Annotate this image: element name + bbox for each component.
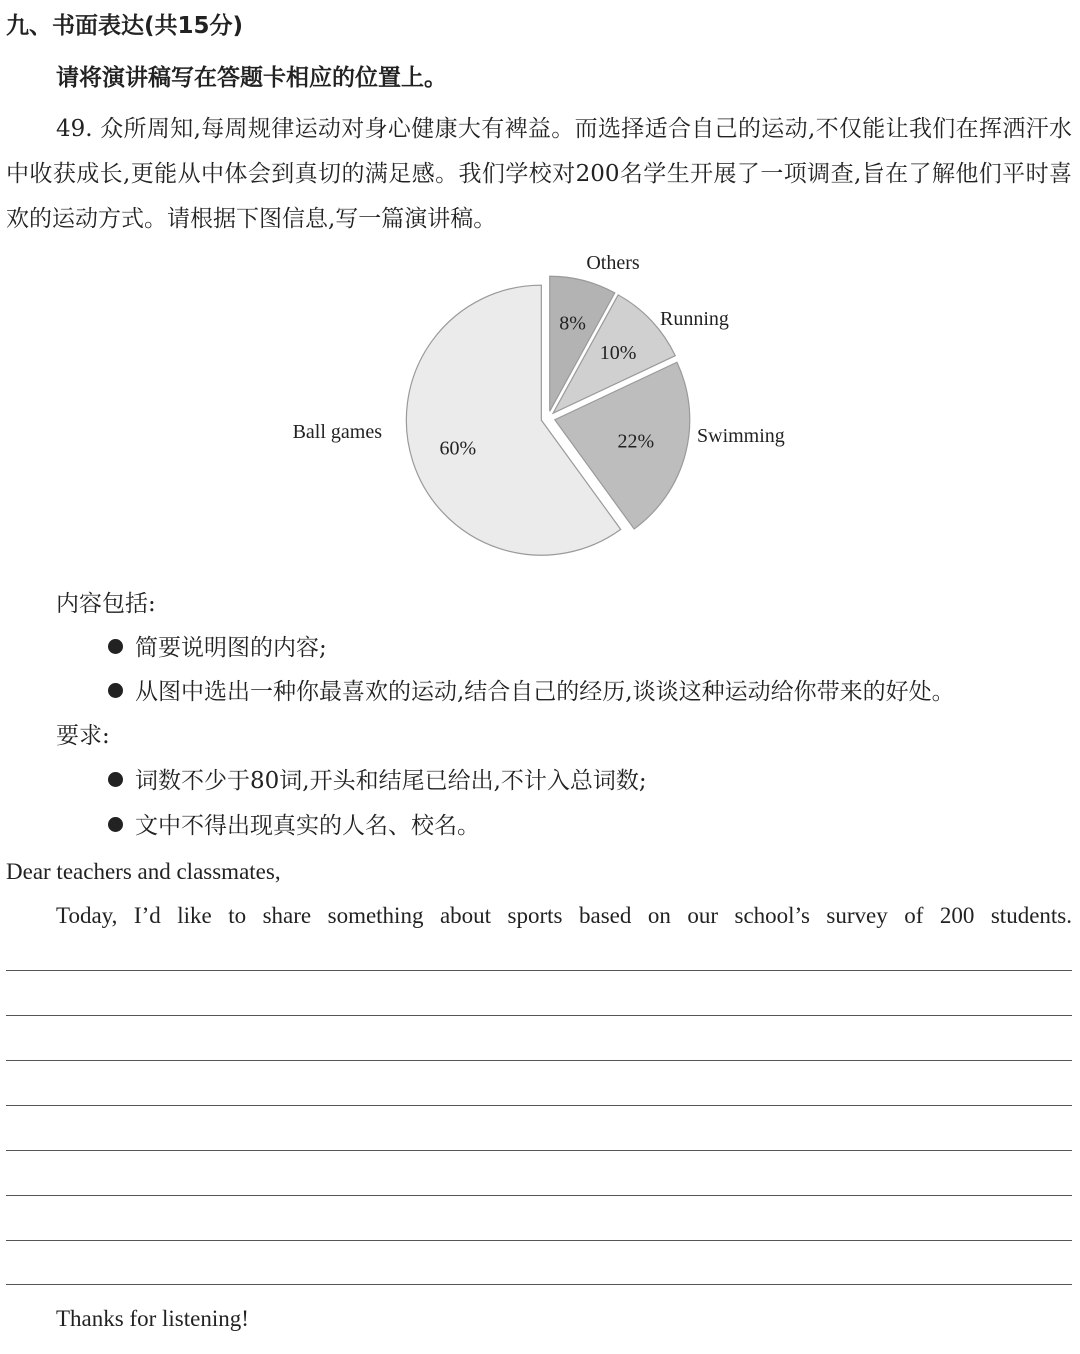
content-item: 简要说明图的内容; bbox=[108, 632, 1072, 664]
content-heading: 内容包括: bbox=[56, 591, 156, 617]
bullet-icon bbox=[108, 683, 123, 698]
requirement-item: 词数不少于80词,开头和结尾已给出,不计入总词数; bbox=[108, 765, 1072, 797]
slice-category-label: Ball games bbox=[292, 421, 382, 443]
slice-category-label: Others bbox=[586, 252, 640, 274]
letter-closing: Thanks for listening! bbox=[56, 1306, 249, 1331]
section-title: 九、书面表达(共15分) bbox=[6, 13, 244, 39]
letter-opening: Today, I’d like to share something about sports based on our school’s survey of 200 students. bbox=[56, 903, 1072, 928]
slice-category-label: Running bbox=[660, 308, 729, 330]
pie-chart bbox=[0, 240, 1080, 570]
slice-value-label: 10% bbox=[599, 342, 637, 365]
requirement-item: 文中不得出现真实的人名、校名。 bbox=[108, 810, 1072, 842]
content-item: 从图中选出一种你最喜欢的运动,结合自己的经历,谈谈这种运动给你带来的好处。 bbox=[108, 676, 1072, 708]
answer-line bbox=[6, 1195, 1072, 1196]
bullet-icon bbox=[108, 772, 123, 787]
answer-line bbox=[6, 1240, 1072, 1241]
slice-value-label: 60% bbox=[439, 437, 477, 460]
instruction: 请将演讲稿写在答题卡相应的位置上。 bbox=[56, 65, 447, 91]
slice-value-label: 8% bbox=[559, 312, 586, 335]
answer-line bbox=[6, 1060, 1072, 1061]
answer-line bbox=[6, 970, 1072, 971]
letter-salutation: Dear teachers and classmates, bbox=[6, 859, 281, 884]
slice-category-label: Swimming bbox=[697, 425, 785, 447]
bullet-icon bbox=[108, 639, 123, 654]
answer-line bbox=[6, 1015, 1072, 1016]
answer-line bbox=[6, 1150, 1072, 1151]
slice-value-label: 22% bbox=[617, 430, 655, 453]
answer-line bbox=[6, 1284, 1072, 1285]
question-text: 49. 众所周知,每周规律运动对身心健康大有裨益。而选择适合自己的运动,不仅能让我们在挥洒汗水中收获成长,更能从中体会到真切的满足感。我们学校对200名学生开展了一项调查,旨在了解他们平时喜欢的运动方式。请根据下图信息,写一篇演讲稿。 bbox=[6, 116, 1072, 232]
answer-line bbox=[6, 1105, 1072, 1106]
bullet-icon bbox=[108, 817, 123, 832]
requirements-heading: 要求: bbox=[56, 723, 110, 749]
